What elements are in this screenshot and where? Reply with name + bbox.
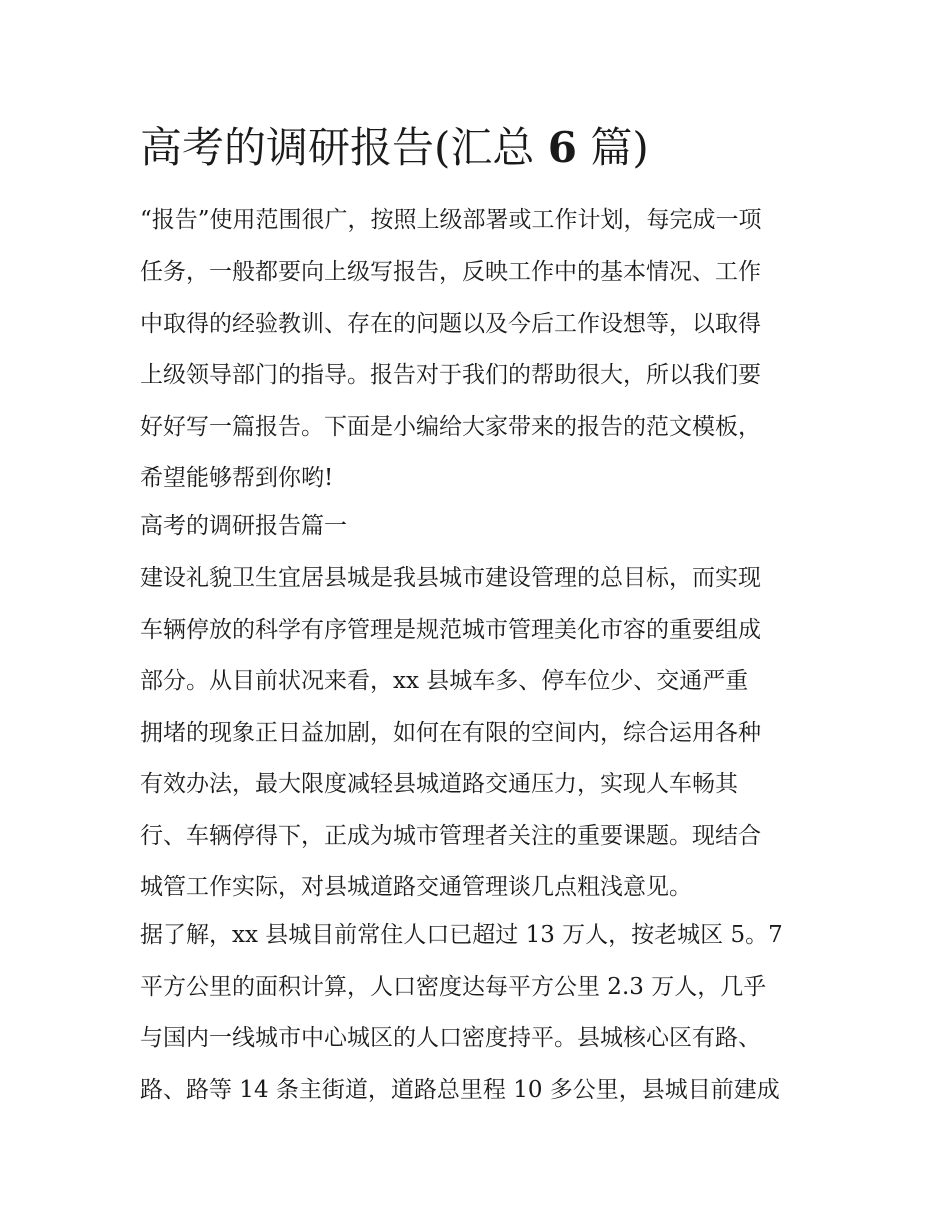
paragraph-line: 行、车辆停得下，正成为城市管理者关注的重要课题。现结合 bbox=[140, 823, 761, 849]
paragraph-line: 与国内一线城市中心城区的人口密度持平。县城核心区有路、 bbox=[140, 1025, 761, 1051]
paragraph-line: 任务，一般都要向上级写报告，反映工作中的基本情况、工作 bbox=[140, 259, 761, 285]
paragraph-line: 好好写一篇报告。下面是小编给大家带来的报告的范文模板， bbox=[140, 414, 761, 440]
paragraph-line: 据了解，xx 县城目前常住人口已超过 13 万人，按老城区 5。7 bbox=[140, 922, 783, 948]
paragraph-line: 城管工作实际，对县城道路交通管理谈几点粗浅意见。 bbox=[140, 874, 692, 900]
paragraph-line: 平方公里的面积计算，人口密度达每平方公里 2.3 万人，几乎 bbox=[140, 974, 767, 1000]
paragraph-line: 上级领导部门的指导。报告对于我们的帮助很大，所以我们要 bbox=[140, 362, 761, 388]
paragraph-line: “报告”使用范围很广，按照上级部署或工作计划，每完成一项 bbox=[140, 207, 762, 233]
title-suffix: 篇) bbox=[590, 123, 649, 172]
paragraph-line: 车辆停放的科学有序管理是规范城市管理美化市容的重要组成 bbox=[140, 617, 761, 643]
paragraph-line: 有效办法，最大限度减轻县城道路交通压力，实现人车畅其 bbox=[140, 771, 738, 797]
title-number: 6 bbox=[547, 123, 577, 172]
document-title bbox=[140, 118, 840, 178]
paragraph-line: 中取得的经验教训、存在的问题以及今后工作设想等，以取得 bbox=[140, 311, 761, 337]
paragraph-line: 建设礼貌卫生宜居县城是我县城市建设管理的总目标，而实现 bbox=[140, 565, 761, 591]
title-prefix: 高考的调研报告(汇总 bbox=[140, 123, 535, 172]
paragraph-line: 部分。从目前状况来看，xx 县城车多、停车位少、交通严重 bbox=[140, 668, 749, 694]
paragraph-line: 希望能够帮到你哟! bbox=[140, 465, 334, 491]
section-heading: 高考的调研报告篇一 bbox=[140, 513, 347, 539]
paragraph-line: 路、路等 14 条主街道，道路总里程 10 多公里，县城目前建成 bbox=[140, 1077, 780, 1103]
paragraph-line: 拥堵的现象正日益加剧，如何在有限的空间内，综合运用各种 bbox=[140, 720, 761, 746]
